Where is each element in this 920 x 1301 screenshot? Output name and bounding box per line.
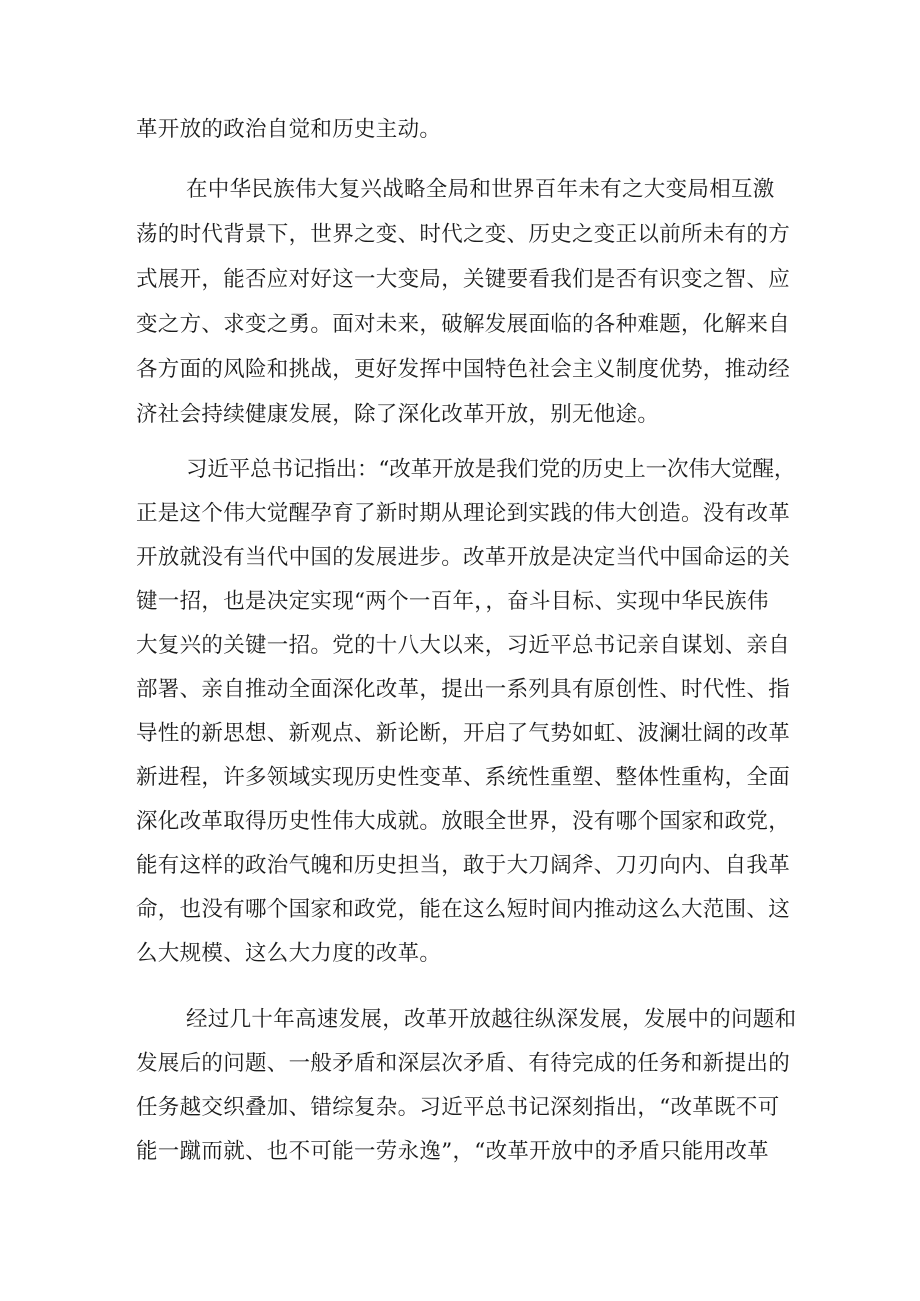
- paragraph-2-line-6: 济社会持续健康发展，除了深化改革开放，别无他途。: [136, 402, 660, 427]
- paragraph-1-line-1: 革开放的政治自觉和历史主动。: [136, 117, 442, 142]
- paragraph-3-line-8: 新进程，许多领域实现历史性变革、系统性重塑、整体性重构，全面: [136, 765, 791, 790]
- paragraph-3-line-10: 能有这样的政治气魄和历史担当，敢于大刀阔斧、刀刃向内、自我革: [136, 853, 791, 878]
- paragraph-4-line-3: 任务越交织叠加、错综复杂。习近平总书记深刻指出，“改革既不可: [136, 1095, 780, 1120]
- paragraph-2-line-2: 荡的时代背景下，世界之变、时代之变、历史之变正以前所未有的方: [136, 222, 791, 247]
- paragraph-3-line-2: 正是这个伟大觉醒孕育了新时期从理论到实践的伟大创造。没有改革: [136, 501, 791, 526]
- paragraph-3-line-3: 开放就没有当代中国的发展进步。改革开放是决定当代中国命运的关: [136, 545, 791, 570]
- paragraph-2-line-5: 各方面的风险和挑战，更好发挥中国特色社会主义制度优势，推动经: [136, 357, 791, 382]
- paragraph-2-line-4: 变之方、求变之勇。面对未来，破解发展面临的各种难题，化解来自: [136, 312, 791, 337]
- paragraph-3-line-4: 键一招，也是决定实现“两个一百年，，奋斗目标、实现中华民族伟: [136, 589, 769, 614]
- paragraph-3-line-9: 深化改革取得历史性伟大成就。放眼全世界，没有哪个国家和政党，: [136, 809, 791, 834]
- paragraph-3-line-12: 么大规模、这么大力度的改革。: [136, 941, 442, 966]
- paragraph-2-line-3: 式展开，能否应对好这一大变局，关键要看我们是否有识变之智、应: [136, 267, 791, 292]
- paragraph-4-line-1: 经过几十年高速发展，改革开放越往纵深发展，发展中的问题和: [186, 1007, 797, 1032]
- paragraph-2-line-1: 在中华民族伟大复兴战略全局和世界百年未有之大变局相互激: [186, 177, 775, 202]
- paragraph-3-line-6: 部署、亲自推动全面深化改革，提出一系列具有原创性、时代性、指: [136, 677, 791, 702]
- paragraph-4-line-2: 发展后的问题、一般矛盾和深层次矛盾、有待完成的任务和新提出的: [136, 1051, 791, 1076]
- paragraph-3-line-5: 大复兴的关键一招。党的十八大以来，习近平总书记亲自谋划、亲自: [136, 633, 791, 658]
- paragraph-3-line-11: 命，也没有哪个国家和政党，能在这么短时间内推动这么大范围、这: [136, 897, 791, 922]
- paragraph-3-line-1: 习近平总书记指出：“改革开放是我们党的历史上一次伟大觉醒，: [186, 457, 796, 482]
- paragraph-3-line-7: 导性的新思想、新观点、新论断，开启了气势如虹、波澜壮阔的改革: [136, 721, 791, 746]
- paragraph-4-line-4: 能一蹴而就、也不可能一劳永逸”，“改革开放中的矛盾只能用改革: [136, 1139, 769, 1164]
